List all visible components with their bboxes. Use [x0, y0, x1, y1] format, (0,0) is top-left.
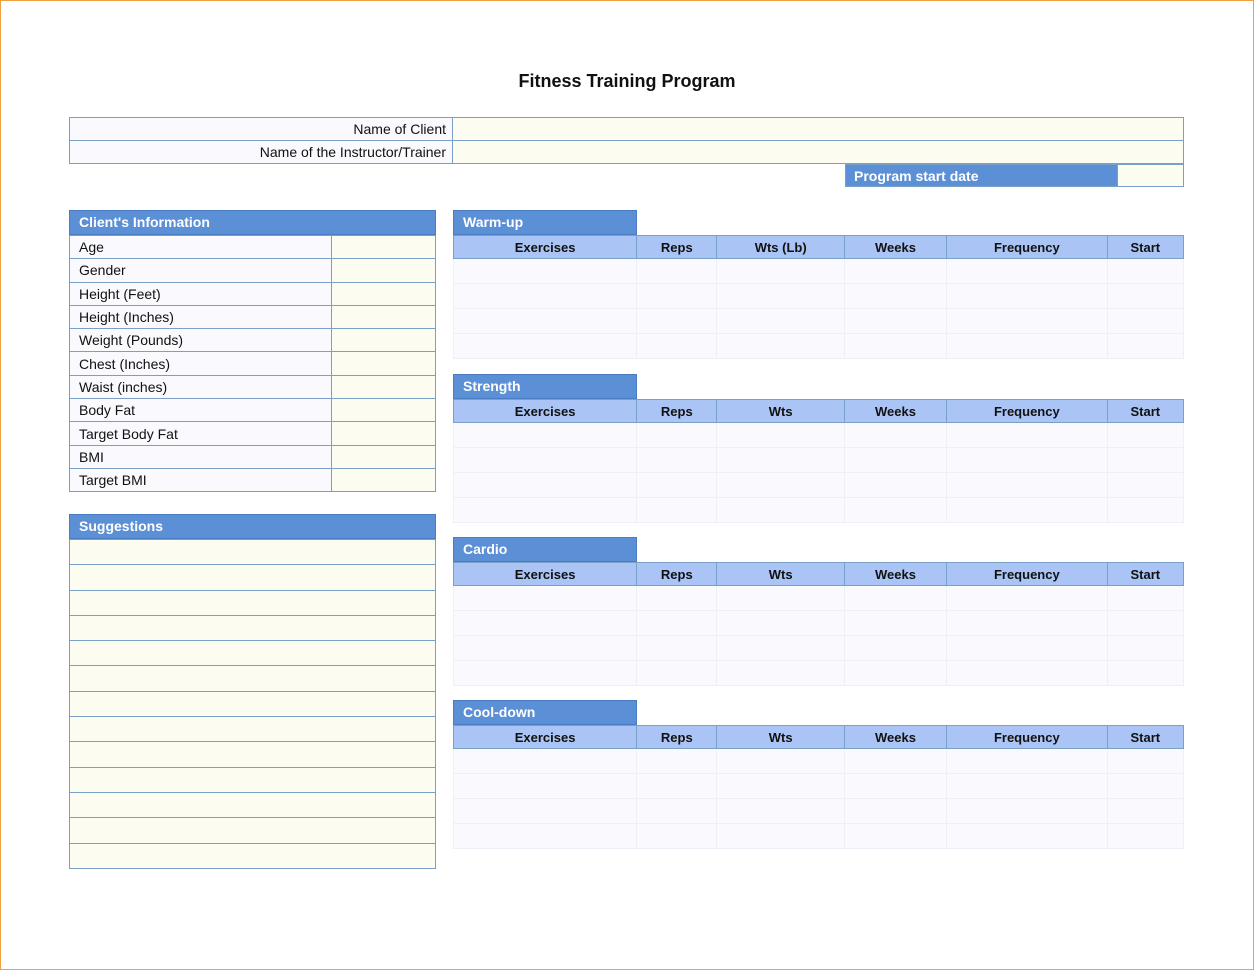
column-header: Exercises — [454, 236, 637, 259]
client-info-value-field[interactable] — [332, 468, 436, 491]
exercise-cell[interactable] — [1107, 284, 1183, 309]
exercise-cell[interactable] — [637, 586, 717, 611]
exercise-cell[interactable] — [844, 824, 946, 849]
client-info-row — [70, 422, 436, 445]
program-start-date-field[interactable] — [1117, 165, 1183, 186]
column-header: Weeks — [844, 563, 946, 586]
exercise-row — [454, 824, 1184, 849]
exercise-cell[interactable] — [947, 661, 1108, 686]
exercise-cell[interactable] — [637, 259, 717, 284]
suggestion-row — [70, 717, 436, 742]
suggestions-heading: Suggestions — [69, 514, 436, 539]
exercise-table — [453, 399, 1184, 523]
exercise-cell[interactable] — [844, 259, 946, 284]
client-info-label: Height (Feet) — [70, 282, 332, 305]
client-info-value-field[interactable] — [332, 399, 436, 422]
suggestion-field[interactable] — [70, 843, 436, 868]
column-header: Weeks — [844, 400, 946, 423]
column-header: Frequency — [947, 236, 1108, 259]
exercise-cell[interactable] — [844, 611, 946, 636]
column-header: Exercises — [454, 400, 637, 423]
exercise-cell[interactable] — [637, 423, 717, 448]
exercise-row — [454, 473, 1184, 498]
column-header: Start — [1107, 563, 1183, 586]
suggestion-row — [70, 691, 436, 716]
client-information-heading: Client's Information — [69, 210, 436, 235]
column-header: Exercises — [454, 563, 637, 586]
client-info-label: Waist (inches) — [70, 375, 332, 398]
exercise-row — [454, 448, 1184, 473]
exercise-cell[interactable] — [717, 473, 844, 498]
exercise-cell[interactable] — [844, 799, 946, 824]
suggestion-field[interactable] — [70, 742, 436, 767]
exercise-cell[interactable] — [454, 448, 637, 473]
exercise-header-row — [454, 236, 1184, 259]
client-info-label: Age — [70, 236, 332, 259]
suggestion-row — [70, 666, 436, 691]
exercise-cell[interactable] — [1107, 473, 1183, 498]
exercise-cell[interactable] — [947, 309, 1108, 334]
column-header: Weeks — [844, 726, 946, 749]
exercise-cell[interactable] — [717, 661, 844, 686]
client-name-label: Name of Client — [70, 118, 453, 141]
client-info-value-field[interactable] — [332, 375, 436, 398]
client-info-row — [70, 399, 436, 422]
suggestion-field[interactable] — [70, 565, 436, 590]
client-info-row — [70, 282, 436, 305]
client-info-value-field[interactable] — [332, 445, 436, 468]
client-name-field[interactable] — [453, 118, 1184, 141]
exercise-cell[interactable] — [947, 749, 1108, 774]
client-info-row — [70, 236, 436, 259]
suggestion-field[interactable] — [70, 540, 436, 565]
exercise-cell[interactable] — [637, 611, 717, 636]
column-header: Frequency — [947, 563, 1108, 586]
suggestion-row — [70, 818, 436, 843]
column-header: Wts — [717, 563, 844, 586]
exercise-cell[interactable] — [454, 749, 637, 774]
page-title: Fitness Training Program — [518, 71, 736, 91]
exercise-cell[interactable] — [844, 423, 946, 448]
exercise-cell[interactable] — [454, 636, 637, 661]
column-header: Weeks — [844, 236, 946, 259]
client-information — [69, 210, 436, 492]
exercise-cell[interactable] — [717, 774, 844, 799]
exercise-section — [453, 374, 1184, 523]
exercise-cell[interactable] — [454, 824, 637, 849]
exercise-cell[interactable] — [844, 473, 946, 498]
exercise-section — [453, 537, 1184, 686]
exercise-cell[interactable] — [637, 334, 717, 359]
exercise-header-row — [454, 400, 1184, 423]
exercise-cell[interactable] — [1107, 586, 1183, 611]
exercise-cell[interactable] — [1107, 774, 1183, 799]
client-info-row — [70, 375, 436, 398]
exercise-row — [454, 423, 1184, 448]
suggestion-row — [70, 742, 436, 767]
exercise-cell[interactable] — [637, 498, 717, 523]
client-info-label: Target BMI — [70, 468, 332, 491]
suggestion-row — [70, 641, 436, 666]
exercise-cell[interactable] — [717, 824, 844, 849]
exercise-table — [453, 562, 1184, 686]
column-header: Reps — [637, 400, 717, 423]
exercise-cell[interactable] — [717, 749, 844, 774]
suggestion-field[interactable] — [70, 641, 436, 666]
exercise-cell[interactable] — [844, 661, 946, 686]
exercise-row — [454, 661, 1184, 686]
client-info-label: Chest (Inches) — [70, 352, 332, 375]
column-header: Start — [1107, 236, 1183, 259]
exercise-cell[interactable] — [717, 611, 844, 636]
exercise-section-heading: Cool-down — [453, 700, 637, 725]
exercise-cell[interactable] — [1107, 334, 1183, 359]
suggestion-field[interactable] — [70, 691, 436, 716]
client-info-label: Body Fat — [70, 399, 332, 422]
client-info-row — [70, 352, 436, 375]
exercise-cell[interactable] — [454, 586, 637, 611]
column-header: Exercises — [454, 726, 637, 749]
exercise-cell[interactable] — [637, 636, 717, 661]
suggestion-field[interactable] — [70, 792, 436, 817]
suggestion-field[interactable] — [70, 818, 436, 843]
client-info-value-field[interactable] — [332, 422, 436, 445]
exercise-cell[interactable] — [454, 309, 637, 334]
exercise-cell[interactable] — [454, 473, 637, 498]
exercise-cell[interactable] — [717, 259, 844, 284]
column-header: Reps — [637, 563, 717, 586]
exercise-cell[interactable] — [844, 448, 946, 473]
exercise-cell[interactable] — [717, 309, 844, 334]
exercise-cell[interactable] — [1107, 498, 1183, 523]
exercise-section — [453, 210, 1184, 359]
suggestion-row — [70, 767, 436, 792]
exercise-cell[interactable] — [454, 334, 637, 359]
exercise-section-heading: Strength — [453, 374, 637, 399]
exercise-cell[interactable] — [844, 309, 946, 334]
exercise-cell[interactable] — [947, 448, 1108, 473]
exercise-row — [454, 309, 1184, 334]
exercise-cell[interactable] — [844, 636, 946, 661]
column-header: Wts (Lb) — [717, 236, 844, 259]
exercise-cell[interactable] — [637, 284, 717, 309]
client-info-label: Weight (Pounds) — [70, 329, 332, 352]
client-info-row — [70, 329, 436, 352]
client-info-value-field[interactable] — [332, 329, 436, 352]
exercise-header-row — [454, 726, 1184, 749]
suggestion-row — [70, 843, 436, 868]
suggestion-field[interactable] — [70, 615, 436, 640]
suggestion-field[interactable] — [70, 717, 436, 742]
exercise-cell[interactable] — [1107, 259, 1183, 284]
exercise-cell[interactable] — [454, 799, 637, 824]
exercise-cell[interactable] — [717, 284, 844, 309]
client-info-value-field[interactable] — [332, 236, 436, 259]
client-info-row — [70, 445, 436, 468]
exercise-cell[interactable] — [637, 661, 717, 686]
exercise-cell[interactable] — [947, 334, 1108, 359]
suggestions — [69, 514, 436, 869]
exercise-header-row — [454, 563, 1184, 586]
suggestions-table — [69, 539, 436, 869]
exercise-cell[interactable] — [454, 498, 637, 523]
suggestion-field[interactable] — [70, 666, 436, 691]
exercise-cell[interactable] — [454, 611, 637, 636]
exercise-cell[interactable] — [454, 284, 637, 309]
exercise-cell[interactable] — [717, 586, 844, 611]
exercise-cell[interactable] — [844, 498, 946, 523]
suggestion-row — [70, 590, 436, 615]
exercise-cell[interactable] — [637, 774, 717, 799]
exercise-cell[interactable] — [637, 749, 717, 774]
exercise-row — [454, 586, 1184, 611]
column-header: Wts — [717, 400, 844, 423]
client-information-table — [69, 235, 436, 492]
exercise-cell[interactable] — [844, 586, 946, 611]
column-header: Start — [1107, 726, 1183, 749]
exercise-cell[interactable] — [637, 824, 717, 849]
exercise-cell[interactable] — [1107, 824, 1183, 849]
exercise-cell[interactable] — [717, 799, 844, 824]
exercise-cell[interactable] — [947, 636, 1108, 661]
client-info-row — [70, 468, 436, 491]
column-header: Frequency — [947, 400, 1108, 423]
exercise-row — [454, 749, 1184, 774]
exercise-cell[interactable] — [1107, 636, 1183, 661]
exercise-row — [454, 334, 1184, 359]
exercise-cell[interactable] — [1107, 611, 1183, 636]
exercise-cell[interactable] — [454, 661, 637, 686]
exercise-cell[interactable] — [947, 774, 1108, 799]
client-info-value-field[interactable] — [332, 352, 436, 375]
trainer-name-field[interactable] — [453, 141, 1184, 164]
exercise-cell[interactable] — [947, 423, 1108, 448]
client-info-label: Height (Inches) — [70, 305, 332, 328]
suggestion-row — [70, 565, 436, 590]
column-header: Frequency — [947, 726, 1108, 749]
client-info-label: Gender — [70, 259, 332, 282]
exercise-cell[interactable] — [947, 498, 1108, 523]
exercise-cell[interactable] — [454, 774, 637, 799]
exercise-row — [454, 259, 1184, 284]
exercise-row — [454, 284, 1184, 309]
exercise-cell[interactable] — [844, 774, 946, 799]
exercise-cell[interactable] — [637, 473, 717, 498]
exercise-cell[interactable] — [717, 498, 844, 523]
suggestion-row — [70, 615, 436, 640]
exercise-cell[interactable] — [1107, 423, 1183, 448]
suggestion-row — [70, 540, 436, 565]
client-info-label: BMI — [70, 445, 332, 468]
program-start-date — [845, 164, 1184, 187]
exercise-cell[interactable] — [1107, 799, 1183, 824]
exercise-table — [453, 235, 1184, 359]
exercise-cell[interactable] — [1107, 749, 1183, 774]
exercise-cell[interactable] — [637, 448, 717, 473]
exercise-section-heading: Warm-up — [453, 210, 637, 235]
exercise-cell[interactable] — [717, 334, 844, 359]
client-info-value-field[interactable] — [332, 282, 436, 305]
exercise-cell[interactable] — [844, 334, 946, 359]
exercise-table — [453, 725, 1184, 849]
exercise-section — [453, 700, 1184, 849]
exercise-cell[interactable] — [1107, 309, 1183, 334]
client-info-row — [70, 259, 436, 282]
exercise-cell[interactable] — [947, 284, 1108, 309]
exercise-cell[interactable] — [947, 824, 1108, 849]
name-table — [69, 117, 1184, 164]
exercise-row — [454, 611, 1184, 636]
exercise-cell[interactable] — [1107, 448, 1183, 473]
exercise-cell[interactable] — [947, 473, 1108, 498]
exercise-cell[interactable] — [844, 749, 946, 774]
exercise-cell[interactable] — [454, 259, 637, 284]
trainer-name-label: Name of the Instructor/Trainer — [70, 141, 453, 164]
exercise-cell[interactable] — [947, 611, 1108, 636]
exercise-cell[interactable] — [947, 799, 1108, 824]
suggestion-row — [70, 792, 436, 817]
column-header: Start — [1107, 400, 1183, 423]
exercise-cell[interactable] — [454, 423, 637, 448]
column-header: Reps — [637, 726, 717, 749]
exercise-row — [454, 636, 1184, 661]
exercise-section-heading: Cardio — [453, 537, 637, 562]
exercise-cell[interactable] — [717, 423, 844, 448]
exercise-row — [454, 498, 1184, 523]
exercise-cell[interactable] — [717, 448, 844, 473]
client-info-label: Target Body Fat — [70, 422, 332, 445]
client-info-value-field[interactable] — [332, 305, 436, 328]
exercise-cell[interactable] — [947, 586, 1108, 611]
column-header: Reps — [637, 236, 717, 259]
exercise-cell[interactable] — [717, 636, 844, 661]
suggestion-field[interactable] — [70, 767, 436, 792]
exercise-cell[interactable] — [1107, 661, 1183, 686]
exercise-row — [454, 799, 1184, 824]
client-info-row — [70, 305, 436, 328]
client-info-value-field[interactable] — [332, 259, 436, 282]
exercise-row — [454, 774, 1184, 799]
exercise-cell[interactable] — [844, 284, 946, 309]
column-header: Wts — [717, 726, 844, 749]
exercise-cell[interactable] — [947, 259, 1108, 284]
exercise-cell[interactable] — [637, 799, 717, 824]
suggestion-field[interactable] — [70, 590, 436, 615]
exercise-cell[interactable] — [637, 309, 717, 334]
program-start-date-label: Program start date — [846, 165, 1117, 186]
